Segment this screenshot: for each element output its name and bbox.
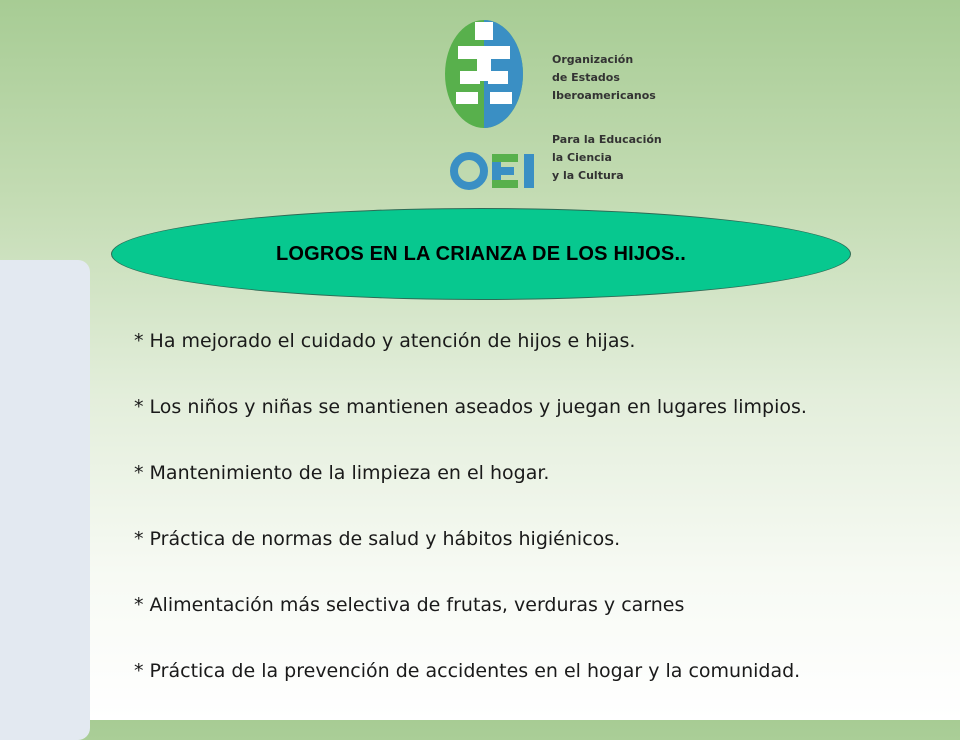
- logo-mission-line: y la Cultura: [552, 169, 624, 182]
- list-item: * Ha mejorado el cuidado y atención de hijos e hijas.: [134, 330, 636, 352]
- list-item: * Mantenimiento de la limpieza en el hogar.: [134, 462, 550, 484]
- logo-mission: [552, 131, 662, 185]
- list-item: * Práctica de la prevención de accidentes en el hogar y la comunidad.: [134, 660, 801, 682]
- oei-logo: [444, 16, 674, 192]
- logo-mission-line: Para la Educación: [552, 133, 662, 146]
- side-panel: [0, 260, 90, 740]
- achievements-list: [134, 319, 807, 715]
- list-item: * Práctica de normas de salud y hábitos higiénicos.: [134, 528, 621, 550]
- logo-name-line: de Estados: [552, 71, 620, 84]
- list-item: * Alimentación más selectiva de frutas, verduras y carnes: [134, 594, 685, 616]
- logo-mission-line: la Ciencia: [552, 151, 612, 164]
- title-banner: [111, 208, 851, 300]
- oei-emblem-icon: [444, 16, 528, 142]
- list-item: * Los niños y niñas se mantienen aseados y juegan en lugares limpios.: [134, 396, 807, 418]
- logo-organization-name: [552, 51, 656, 105]
- logo-name-line: Iberoamericanos: [552, 89, 656, 102]
- oei-letters-icon: [450, 150, 540, 192]
- logo-name-line: Organización: [552, 53, 634, 66]
- page-title: LOGROS EN LA CRIANZA DE LOS HIJOS..: [276, 242, 686, 265]
